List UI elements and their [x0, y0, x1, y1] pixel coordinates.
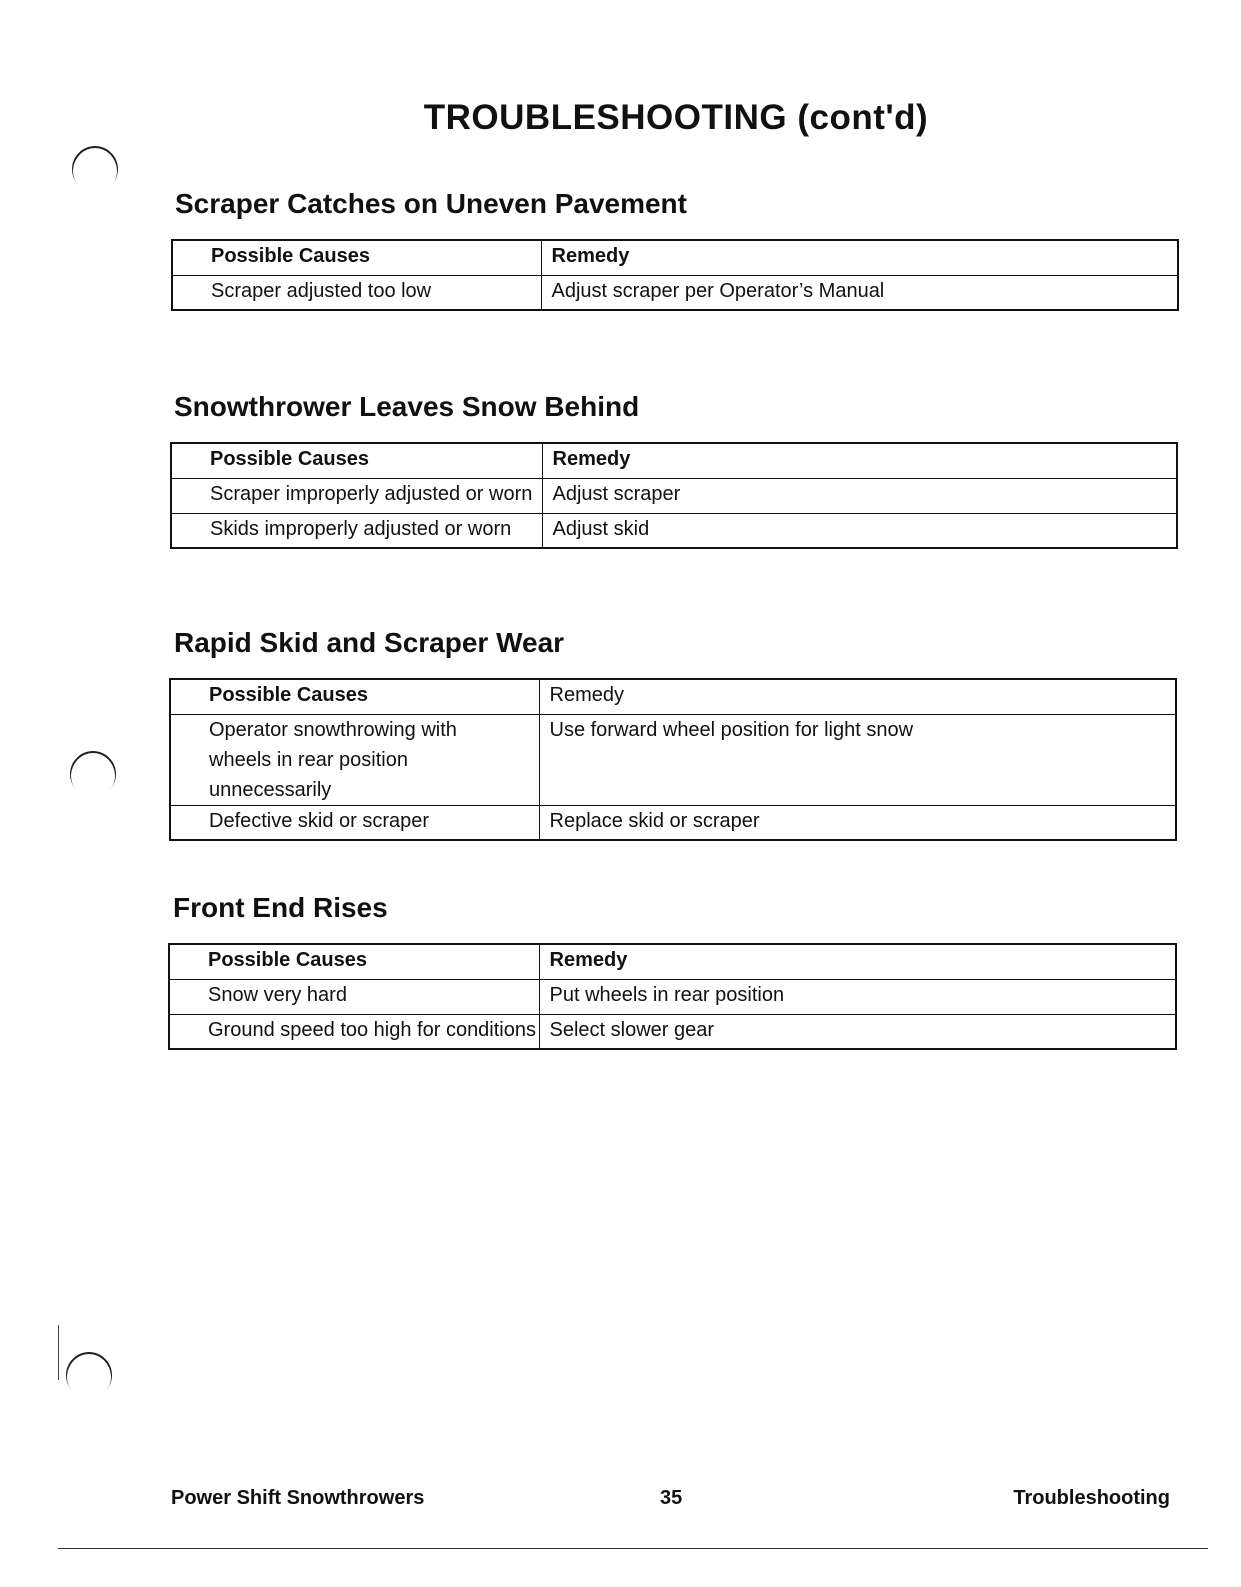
header-remedy: Remedy: [541, 240, 1178, 275]
table-row: [169, 1014, 1176, 1049]
section-title-leaves-snow: Snowthrower Leaves Snow Behind: [174, 391, 640, 422]
header-remedy: Remedy: [539, 679, 1176, 714]
table-leaves-snow: [170, 442, 1178, 549]
header-possible-causes: Possible Causes: [171, 443, 542, 478]
table-header-row: [171, 443, 1177, 478]
cause-cell: Scraper adjusted too low: [172, 275, 541, 310]
remedy-cell: Adjust skid: [542, 513, 1177, 548]
remedy-cell: Adjust scraper per Operator’s Manual: [541, 275, 1178, 310]
header-remedy: Remedy: [542, 443, 1177, 478]
table-row: [170, 714, 1176, 805]
table-rapid-wear: [169, 678, 1177, 841]
table-header-row: [172, 240, 1178, 275]
table-row: [172, 275, 1178, 310]
table-header-row: [169, 944, 1176, 979]
remedy-cell: Put wheels in rear position: [539, 979, 1176, 1014]
table-scraper-catches: [171, 239, 1179, 311]
punch-hole-top-icon: [62, 136, 127, 201]
cause-cell: Scraper improperly adjusted or worn: [171, 478, 542, 513]
punch-hole-bottom-icon: [56, 1342, 121, 1407]
header-possible-causes: Possible Causes: [169, 944, 539, 979]
header-possible-causes: Possible Causes: [172, 240, 541, 275]
section-title-scraper-catches: Scraper Catches on Uneven Pavement: [175, 188, 687, 219]
header-possible-causes: Possible Causes: [170, 679, 539, 714]
table-row: [169, 979, 1176, 1014]
table-front-end-rises: [168, 943, 1177, 1050]
footer-section-name: Troubleshooting: [1013, 1487, 1170, 1509]
cause-cell: Operator snowthrowing with wheels in rear position unnecessarily: [170, 714, 539, 805]
page-title: TROUBLESHOOTING (cont'd): [423, 98, 929, 137]
section-title-front-end-rises: Front End Rises: [173, 892, 388, 923]
cause-cell: Ground speed too high for conditions: [169, 1014, 539, 1049]
table-row: [171, 513, 1177, 548]
punch-hole-middle-icon: [60, 741, 125, 806]
cause-cell: Defective skid or scraper: [170, 805, 539, 840]
footer-rule: [58, 1548, 1208, 1549]
section-title-rapid-wear: Rapid Skid and Scraper Wear: [174, 627, 565, 658]
cause-cell: Skids improperly adjusted or worn: [171, 513, 542, 548]
remedy-cell: Adjust scraper: [542, 478, 1177, 513]
footer-manual-title: Power Shift Snowthrowers: [171, 1487, 425, 1509]
table-header-row: [170, 679, 1176, 714]
remedy-cell: Select slower gear: [539, 1014, 1176, 1049]
remedy-cell: Use forward wheel position for light snow: [539, 714, 1176, 805]
table-row: [170, 805, 1176, 840]
header-remedy: Remedy: [539, 944, 1176, 979]
table-row: [171, 478, 1177, 513]
footer-page-number: 35: [660, 1487, 683, 1509]
margin-mark: [58, 1325, 59, 1380]
cause-cell: Snow very hard: [169, 979, 539, 1014]
remedy-cell: Replace skid or scraper: [539, 805, 1176, 840]
